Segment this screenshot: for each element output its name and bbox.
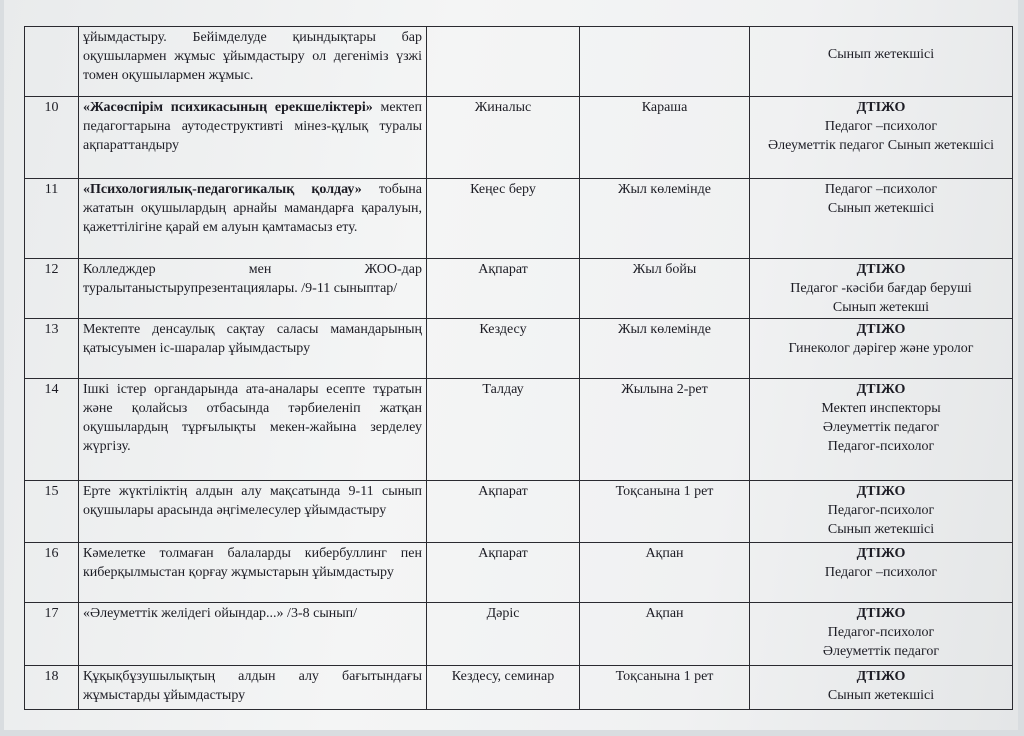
- responsible-persons: [750, 27, 1013, 97]
- responsible-line: Педагог –психолог: [824, 182, 938, 197]
- activity-text: Кәмелетке толмаған балаларды кибербуллинг пен киберқылмыстан қорғау жұмыстарын ұйымдастыру: [83, 546, 422, 580]
- activity-timing: Жылына 2-рет: [580, 379, 750, 481]
- row-number: 11: [25, 179, 79, 259]
- activity-timing: Жыл бойы: [580, 259, 750, 319]
- activity-description: [79, 666, 427, 710]
- activity-description: [79, 319, 427, 379]
- responsible-line: Сынып жетекшісі: [827, 47, 935, 62]
- responsible-line: Әлеуметтік педагог Сынып жетекшісі: [767, 138, 995, 153]
- activity-description: [79, 481, 427, 543]
- activity-text: «Әлеуметтік желідегі ойындар...» /3-8 сынып/: [83, 606, 358, 621]
- responsible-persons: [750, 666, 1013, 710]
- table-row: [25, 97, 1013, 179]
- activity-form: Кеңес беру: [427, 179, 580, 259]
- activity-text: ұйымдастыру. Бейімделуде қиындықтары бар оқушылармен жұмыс ұйымдастыру ол дегеніміз үзжі томен оқушылармен жұмыс.: [83, 30, 422, 83]
- table-row: [25, 27, 1013, 97]
- table-row: [25, 543, 1013, 603]
- table-row: [25, 319, 1013, 379]
- responsible-head: ДТІЖО: [856, 484, 906, 499]
- activity-description: [79, 27, 427, 97]
- activity-text: Колледждер мен ЖОО-дар туралытаныстырупрезентациялары. /9-11 сыныптар/: [83, 262, 422, 296]
- table-row: [25, 259, 1013, 319]
- responsible-line: Педагог-психолог: [827, 503, 935, 518]
- responsible-line: Педагог -кәсіби бағдар беруші: [790, 281, 972, 296]
- responsible-head: ДТІЖО: [856, 262, 906, 277]
- activity-timing: Тоқсанына 1 рет: [580, 666, 750, 710]
- activity-title: «Психологиялық-педагогикалық қолдау»: [83, 182, 362, 197]
- activity-title: «Жасөспірім психикасының ерекшеліктері»: [83, 100, 373, 115]
- activity-description: [79, 179, 427, 259]
- responsible-head: ДТІЖО: [856, 606, 906, 621]
- activity-form: Дәріс: [427, 603, 580, 666]
- responsible-persons: [750, 259, 1013, 319]
- table-row: [25, 179, 1013, 259]
- responsible-persons: [750, 97, 1013, 179]
- table-row: [25, 379, 1013, 481]
- row-number: [25, 27, 79, 97]
- responsible-persons: [750, 603, 1013, 666]
- activity-form: Ақпарат: [427, 259, 580, 319]
- responsible-persons: [750, 179, 1013, 259]
- activity-timing: Ақпан: [580, 543, 750, 603]
- responsible-head: ДТІЖО: [856, 382, 906, 397]
- activity-timing: Жыл көлемінде: [580, 179, 750, 259]
- table-row: [25, 603, 1013, 666]
- responsible-line: Сынып жетекшісі: [827, 688, 935, 703]
- responsible-line: Сынып жетекшісі: [827, 201, 935, 216]
- responsible-head: ДТІЖО: [856, 546, 906, 561]
- activity-description: [79, 379, 427, 481]
- responsible-line: Әлеуметтік педагог: [822, 644, 940, 659]
- activity-text: мектеп педагогтарына аутодеструктивті мінез-құлық туралы ақпараттандыру: [83, 100, 422, 153]
- activity-timing: [580, 27, 750, 97]
- activity-form: Ақпарат: [427, 543, 580, 603]
- responsible-line: Мектеп инспекторы: [821, 401, 941, 416]
- row-number: 14: [25, 379, 79, 481]
- document-page: [4, 0, 1018, 730]
- work-plan-table: [24, 26, 1013, 710]
- responsible-line: Педагог-психолог: [827, 439, 935, 454]
- row-number: 13: [25, 319, 79, 379]
- responsible-persons: [750, 481, 1013, 543]
- activity-text: Құқықбұзушылықтың алдын алу бағытындағы жұмыстарды ұйымдастыру: [83, 669, 422, 703]
- responsible-line: Сынып жетекші: [832, 300, 930, 315]
- activity-timing: Жыл көлемінде: [580, 319, 750, 379]
- activity-text: Мектепте денсаулық сақтау саласы мамандарының қатысуымен іс-шаралар ұйымдастыру: [83, 322, 422, 356]
- table-row: [25, 666, 1013, 710]
- row-number: 10: [25, 97, 79, 179]
- activity-form: Жиналыс: [427, 97, 580, 179]
- responsible-persons: [750, 319, 1013, 379]
- row-number: 15: [25, 481, 79, 543]
- activity-form: Кездесу, семинар: [427, 666, 580, 710]
- responsible-head: ДТІЖО: [856, 100, 906, 115]
- row-number: 16: [25, 543, 79, 603]
- responsible-line: Сынып жетекшісі: [827, 522, 935, 537]
- row-number: 12: [25, 259, 79, 319]
- row-number: 18: [25, 666, 79, 710]
- activity-text: Ерте жүктіліктің алдын алу мақсатында 9-11 сынып оқушылары арасында әңгімелесулер ұйымдастыру: [83, 484, 422, 518]
- responsible-head: ДТІЖО: [856, 322, 906, 337]
- row-number: 17: [25, 603, 79, 666]
- activity-text: Ішкі істер органдарында ата-аналары есепте тұратын және қолайсыз отбасында тәрбиеленіп жатқан оқушылардың тұрғылықты мекен-жайына зерделеу жүргізу.: [83, 382, 422, 454]
- activity-description: [79, 543, 427, 603]
- activity-form: [427, 27, 580, 97]
- activity-text: тобына жататын оқушылардың арнайы мамандарға қаралуын, қажеттілігіне қарай ем алуын қамтамасыз ету.: [83, 182, 423, 235]
- responsible-persons: [750, 379, 1013, 481]
- responsible-head: ДТІЖО: [856, 669, 906, 684]
- table-row: [25, 481, 1013, 543]
- responsible-persons: [750, 543, 1013, 603]
- responsible-line: Педагог –психолог: [824, 565, 938, 580]
- activity-description: [79, 603, 427, 666]
- activity-form: Кездесу: [427, 319, 580, 379]
- activity-timing: Караша: [580, 97, 750, 179]
- activity-form: Ақпарат: [427, 481, 580, 543]
- responsible-line: Педагог –психолог: [824, 119, 938, 134]
- responsible-line: Әлеуметтік педагог: [822, 420, 940, 435]
- activity-timing: Ақпан: [580, 603, 750, 666]
- activity-timing: Тоқсанына 1 рет: [580, 481, 750, 543]
- responsible-line: Педагог-психолог: [827, 625, 935, 640]
- activity-form: Талдау: [427, 379, 580, 481]
- activity-description: [79, 259, 427, 319]
- activity-description: [79, 97, 427, 179]
- responsible-line: Гинеколог дәрігер және уролог: [788, 341, 974, 356]
